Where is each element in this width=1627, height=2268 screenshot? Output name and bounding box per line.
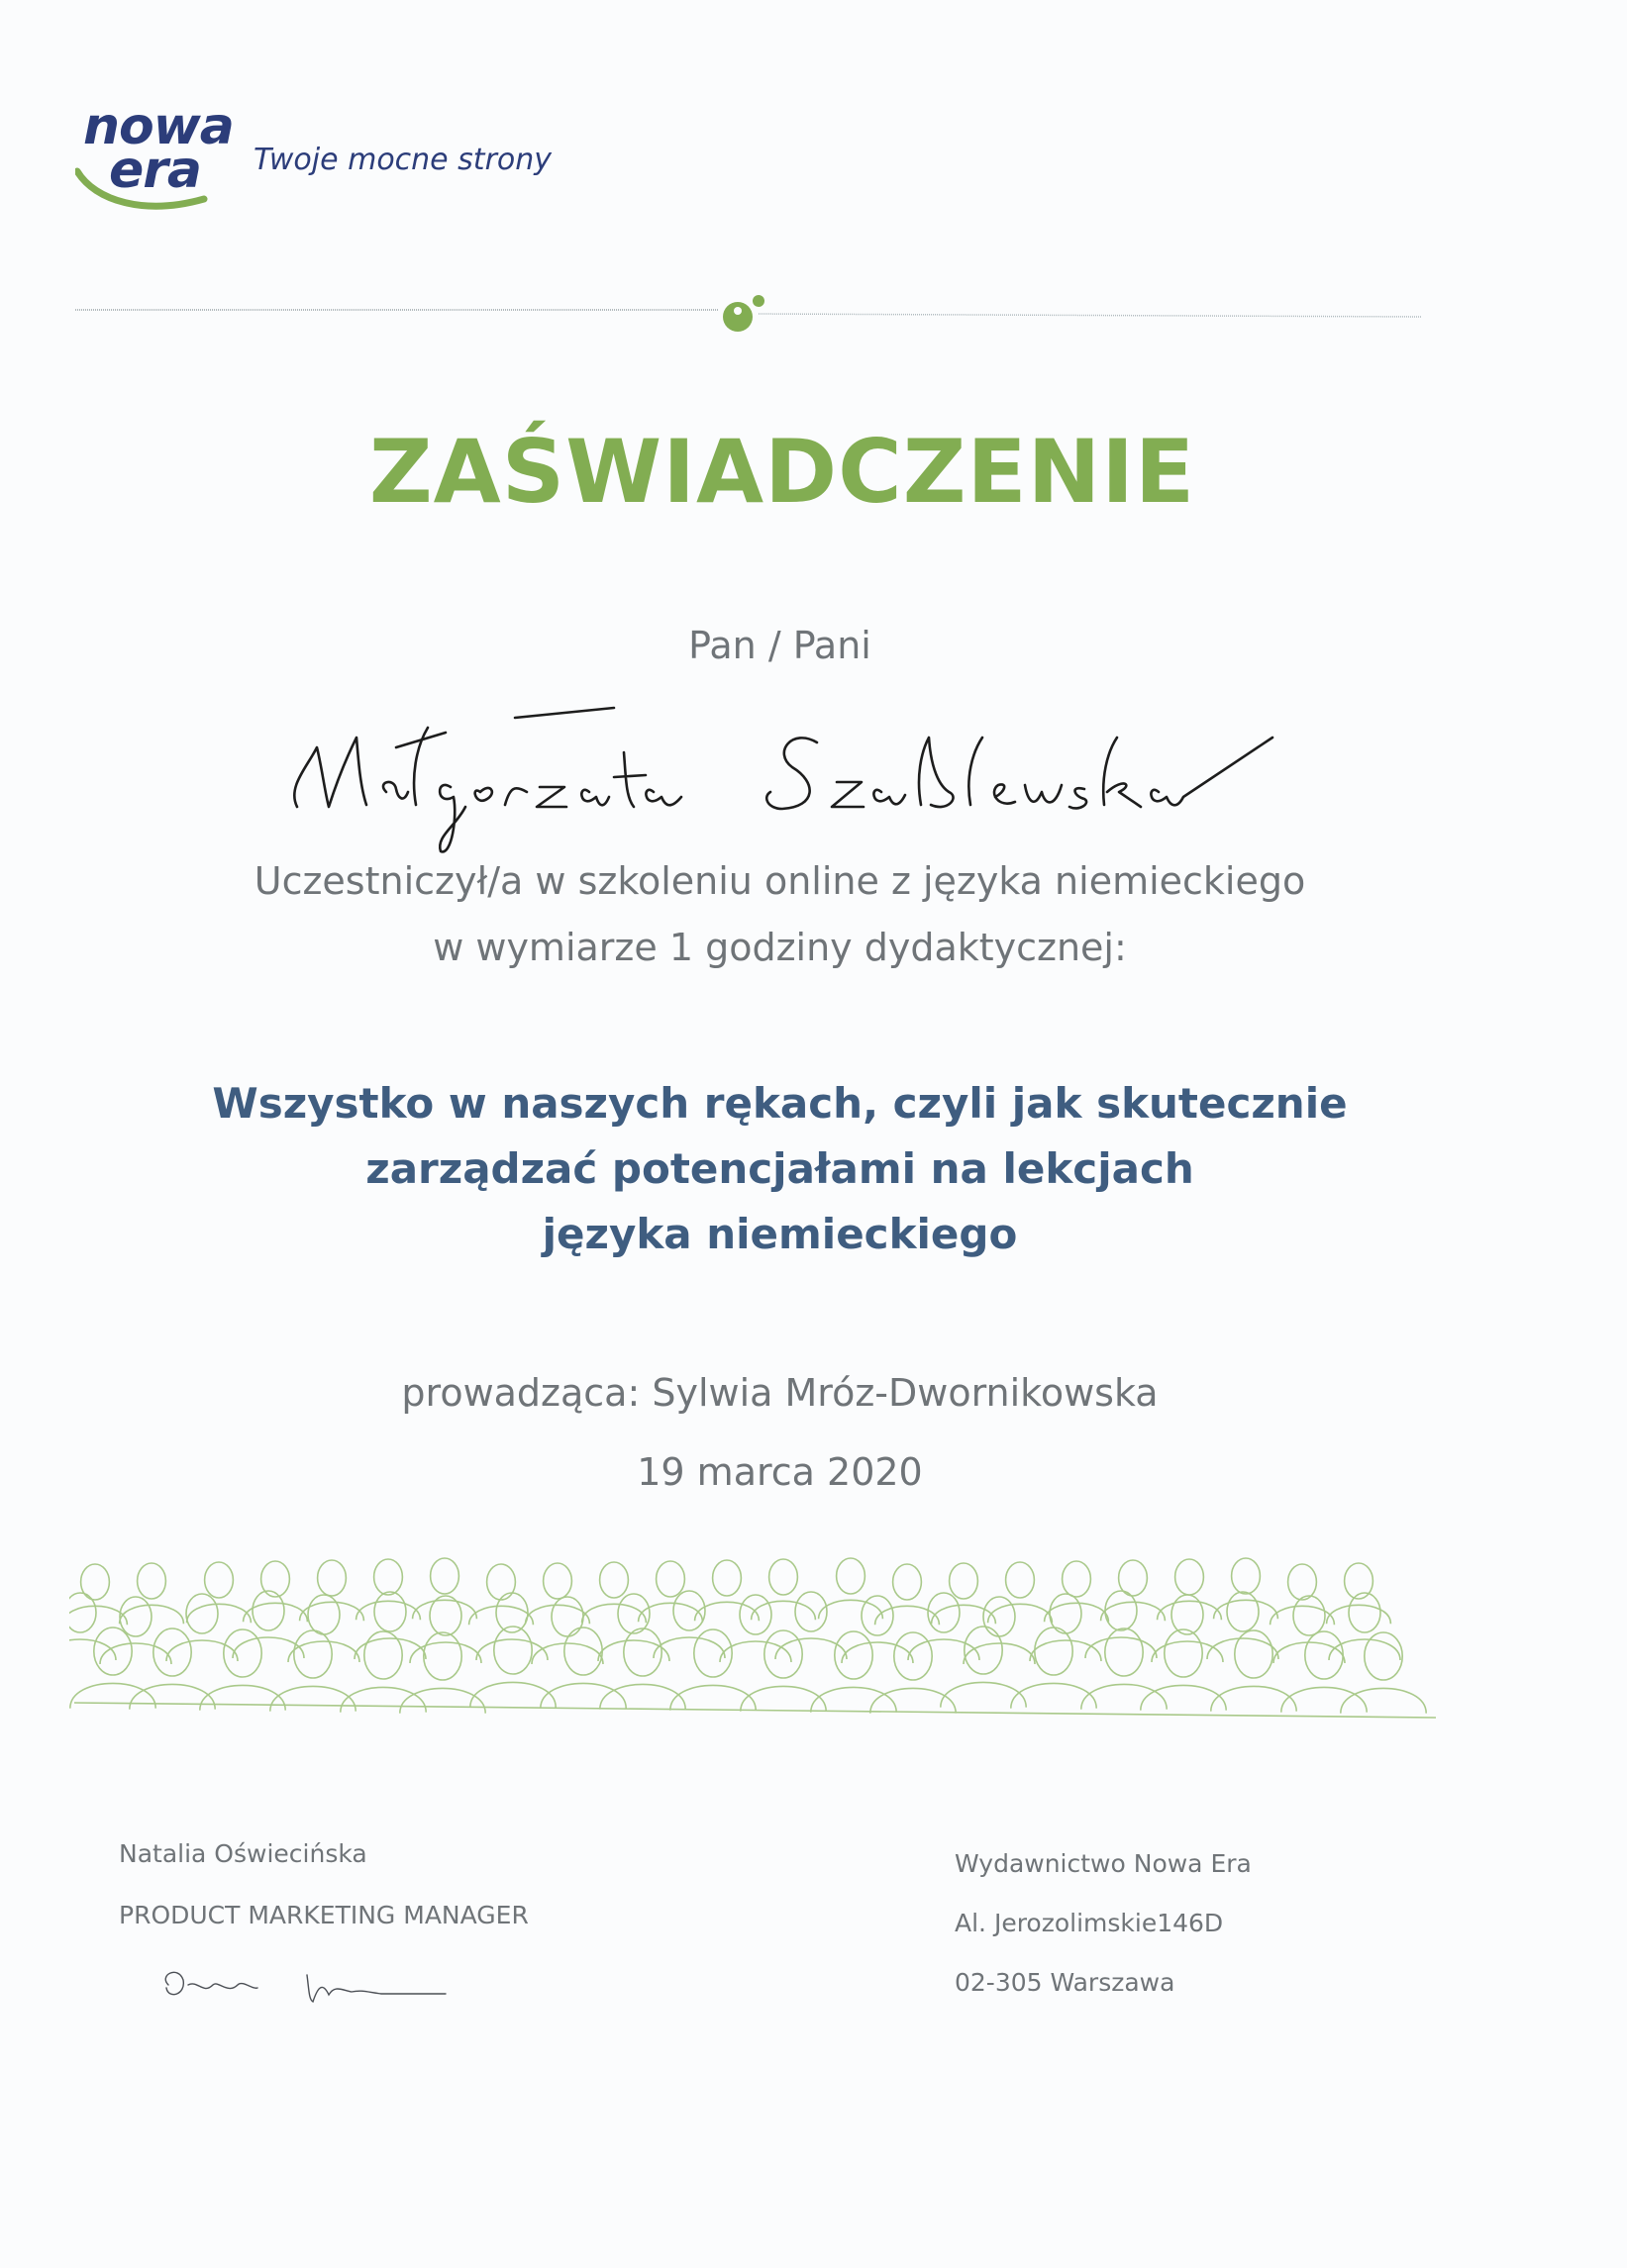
audience-shoulders	[1207, 1638, 1278, 1659]
audience-shoulders	[166, 1640, 238, 1661]
audience-head	[431, 1558, 459, 1594]
audience-shoulders	[842, 1642, 913, 1663]
audience-head	[153, 1628, 191, 1676]
signer-role: PRODUCT MARKETING MANAGER	[119, 1901, 529, 1929]
audience-shoulders	[670, 1685, 756, 1710]
audience-head	[205, 1562, 234, 1598]
salutation: Pan / Pani	[688, 624, 871, 667]
course-title	[0, 1071, 1560, 1267]
audience-head	[253, 1591, 284, 1630]
audience-shoulders	[532, 1643, 603, 1664]
audience-head	[894, 1632, 932, 1680]
audience-shoulders	[356, 1601, 421, 1620]
audience-head	[1305, 1631, 1343, 1679]
audience-head	[1232, 1558, 1261, 1594]
audience-shoulders	[541, 1683, 626, 1708]
audience-shoulders	[1158, 1601, 1222, 1620]
audience-shoulders	[752, 1601, 816, 1620]
audience-head	[713, 1560, 742, 1596]
audience-shoulders	[654, 1637, 725, 1658]
audience-head	[1105, 1591, 1137, 1630]
audience-head	[1035, 1627, 1072, 1675]
audience-shoulders	[526, 1605, 590, 1624]
signature-image	[158, 1960, 456, 2020]
audience-shoulders	[932, 1605, 996, 1624]
audience-head	[1175, 1559, 1204, 1595]
audience-head	[769, 1559, 798, 1595]
audience-shoulders	[598, 1640, 669, 1661]
audience-shoulders	[100, 1643, 171, 1664]
audience-head	[544, 1563, 572, 1599]
audience-shoulders	[270, 1686, 356, 1711]
audience-shoulders	[1011, 1683, 1096, 1708]
audience-head	[487, 1564, 516, 1600]
audience-shoulders	[413, 1600, 477, 1619]
audience-shoulders	[964, 1643, 1035, 1664]
audience-head	[624, 1628, 661, 1676]
audience-head	[138, 1563, 166, 1599]
audience-head	[1227, 1592, 1259, 1631]
audience-illustration	[69, 1529, 1456, 1727]
logo-wordmark-era: era	[109, 141, 202, 200]
certificate-title: ZAŚWIADCZENIE	[368, 421, 1196, 523]
audience-head	[374, 1559, 403, 1595]
audience-shoulders	[600, 1684, 685, 1709]
audience-shoulders	[741, 1686, 826, 1711]
trainer-line: prowadząca: Sylwia Mróz-Dwornikowska	[401, 1371, 1159, 1415]
audience-head	[950, 1563, 978, 1599]
audience-head	[965, 1627, 1002, 1674]
audience-shoulders	[1101, 1602, 1166, 1621]
audience-head	[1006, 1562, 1035, 1598]
audience-shoulders	[1141, 1685, 1226, 1710]
audience-head	[1063, 1561, 1091, 1597]
audience-shoulders	[469, 1606, 534, 1625]
audience-head	[69, 1593, 96, 1632]
publisher-street: Al. Jerozolimskie146D	[955, 1909, 1224, 1937]
header-divider	[75, 289, 1422, 339]
audience-shoulders	[130, 1684, 215, 1709]
audience-shoulders	[410, 1642, 481, 1663]
audience-head	[740, 1595, 771, 1634]
audience-head	[318, 1560, 347, 1596]
audience-shoulders	[582, 1604, 647, 1623]
audience-head	[224, 1629, 261, 1677]
course-title-line: zarządzać potencjałami na lekcjach	[365, 1144, 1194, 1193]
audience-shoulders	[1214, 1600, 1278, 1619]
attendance-line-2: w wymiarze 1 godziny dydaktycznej:	[433, 926, 1127, 969]
audience-head	[1105, 1628, 1143, 1676]
attendance-line-1: Uczestniczył/a w szkoleniu online z języka niemieckiego	[254, 859, 1306, 903]
nowa-era-logo	[75, 97, 553, 226]
publisher-name: Wydawnictwo Nowa Era	[955, 1849, 1252, 1878]
audience-head	[837, 1558, 865, 1594]
audience-shoulders	[69, 1606, 127, 1625]
audience-head	[618, 1594, 650, 1633]
audience-shoulders	[1211, 1686, 1296, 1711]
audience-head	[552, 1597, 583, 1636]
audience-head	[374, 1592, 406, 1631]
audience-shoulders	[288, 1641, 359, 1662]
audience-shoulders	[1045, 1603, 1109, 1622]
logo-tagline: Twoje mocne strony	[254, 143, 553, 177]
audience-shoulders	[1341, 1688, 1426, 1713]
logo-swoosh-icon	[75, 161, 224, 231]
audience-shoulders	[476, 1639, 548, 1660]
audience-head	[1235, 1630, 1272, 1678]
audience-head	[694, 1629, 732, 1677]
audience-head	[1288, 1564, 1317, 1600]
audience-shoulders	[1085, 1637, 1157, 1658]
audience-head	[1349, 1593, 1380, 1632]
audience-head	[893, 1564, 922, 1600]
audience-head	[1293, 1596, 1325, 1635]
audience-shoulders	[908, 1639, 979, 1660]
audience-shoulders	[1081, 1684, 1167, 1709]
audience-shoulders	[811, 1687, 896, 1712]
audience-head	[294, 1630, 332, 1678]
audience-shoulders	[341, 1687, 426, 1712]
audience-shoulders	[819, 1600, 883, 1619]
course-title-line: języka niemieckiego	[542, 1210, 1018, 1258]
audience-shoulders	[187, 1604, 252, 1623]
audience-head	[835, 1631, 872, 1679]
audience-head	[430, 1596, 461, 1635]
audience-head	[308, 1595, 340, 1634]
audience-shoulders	[70, 1683, 155, 1708]
audience-head	[424, 1632, 461, 1680]
audience-shoulders	[1030, 1640, 1101, 1661]
audience-shoulders	[1152, 1641, 1223, 1662]
event-date: 19 marca 2020	[637, 1450, 923, 1494]
publisher-city: 02-305 Warszawa	[955, 1968, 1175, 1997]
logo-wordmark-nowa: nowa	[83, 97, 234, 156]
audience-shoulders	[988, 1604, 1053, 1623]
audience-head	[1365, 1632, 1402, 1680]
audience-shoulders	[400, 1688, 485, 1713]
audience-shoulders	[200, 1685, 285, 1710]
audience-head	[983, 1597, 1015, 1636]
audience-head	[494, 1627, 532, 1674]
audience-head	[657, 1561, 685, 1597]
audience-head	[764, 1630, 802, 1678]
audience-shoulders	[870, 1688, 956, 1713]
audience-head	[1165, 1629, 1202, 1677]
audience-head	[600, 1562, 629, 1598]
divider-dot-icon	[723, 302, 753, 332]
course-title-line: Wszystko w naszych rękach, czyli jak skutecznie	[212, 1079, 1348, 1128]
audience-shoulders	[1273, 1642, 1345, 1663]
audience-head	[795, 1592, 827, 1631]
signer-name: Natalia Oświecińska	[119, 1839, 367, 1868]
recipient-handwritten-name	[277, 698, 1287, 871]
audience-shoulders	[1281, 1687, 1367, 1712]
audience-head	[862, 1596, 893, 1635]
